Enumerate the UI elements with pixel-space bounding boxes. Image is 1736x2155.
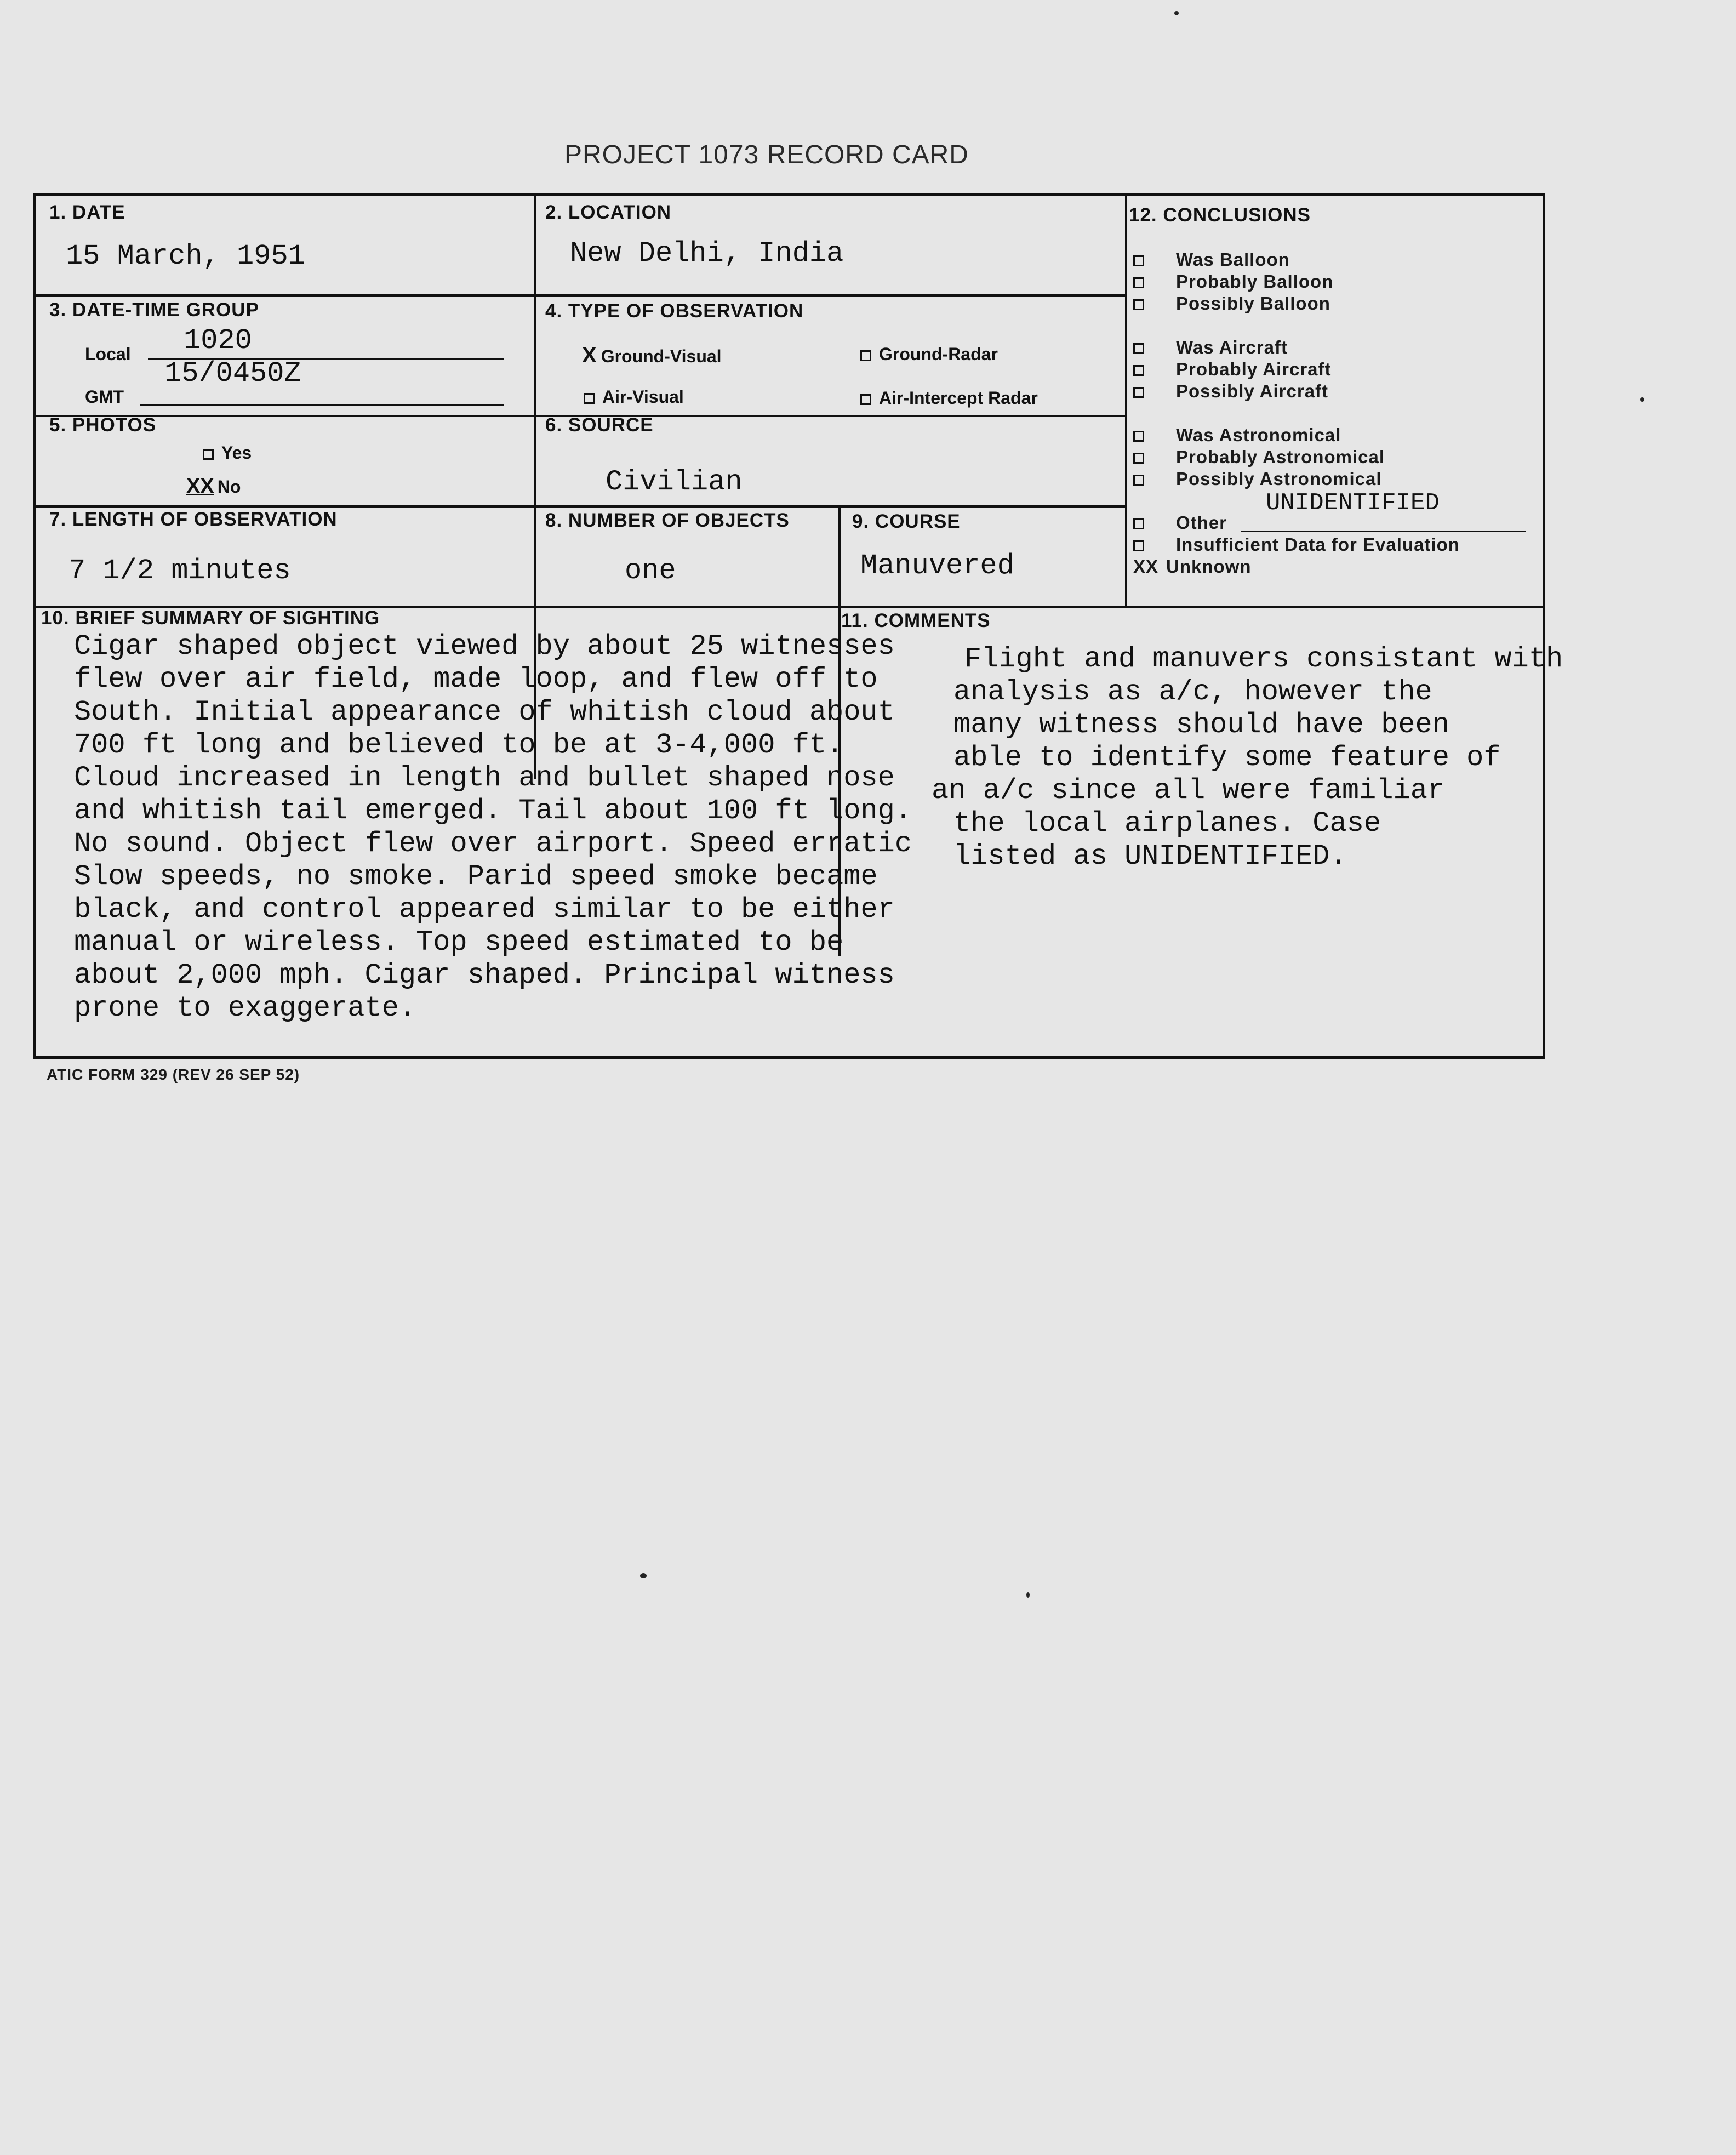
conclusion-label: Possibly Aircraft: [1176, 381, 1329, 401]
checkbox-icon: [1133, 277, 1144, 288]
local-label: Local: [85, 344, 131, 364]
conclusion-label: Other: [1176, 512, 1227, 533]
conclusion-option[interactable]: [1133, 425, 1341, 446]
ground-visual-option[interactable]: [582, 343, 722, 368]
speck: [1026, 1592, 1030, 1598]
summary-label: 10. BRIEF SUMMARY OF SIGHTING: [41, 607, 380, 629]
air-visual-text: Air-Visual: [602, 387, 684, 407]
conclusion-label: Was Balloon: [1176, 249, 1290, 270]
comments-line: the local airplanes. Case: [953, 807, 1381, 840]
checkbox-icon: [1133, 431, 1144, 442]
date-label: 1. DATE: [49, 202, 125, 223]
divider-conclusions: [1125, 196, 1127, 607]
comments-line: Flight and manuvers consistant with: [964, 643, 1563, 675]
checkbox-icon: [860, 394, 871, 405]
photos-yes-option[interactable]: [203, 443, 252, 463]
speck: [1640, 397, 1644, 402]
conclusion-label: Was Aircraft: [1176, 337, 1288, 357]
conclusion-label: Probably Astronomical: [1176, 447, 1385, 467]
speck: [1174, 11, 1179, 15]
speck: [640, 1573, 647, 1578]
checkbox-icon: [1133, 343, 1144, 354]
ground-radar-text: Ground-Radar: [879, 344, 998, 364]
air-intercept-text: Air-Intercept Radar: [879, 388, 1038, 408]
location-value: New Delhi, India: [570, 237, 844, 270]
number-value: one: [625, 555, 676, 587]
length-label: 7. LENGTH OF OBSERVATION: [49, 509, 338, 530]
conclusion-option[interactable]: [1133, 534, 1460, 555]
conclusion-option[interactable]: [1133, 359, 1332, 380]
conclusion-option[interactable]: [1133, 293, 1330, 314]
conclusions-label: 12. CONCLUSIONS: [1129, 204, 1311, 226]
number-label: 8. NUMBER OF OBJECTS: [545, 510, 790, 531]
checkbox-icon: [860, 350, 871, 361]
air-visual-option[interactable]: [584, 387, 684, 407]
summary-line: Cigar shaped object viewed by about 25 witnesses: [74, 630, 895, 663]
summary-line: manual or wireless. Top speed estimated to be: [74, 926, 844, 959]
checkbox-icon: [1133, 540, 1144, 551]
divider-row1: [36, 294, 1126, 297]
ground-radar-option[interactable]: [860, 344, 998, 364]
checkbox-icon: [203, 449, 214, 460]
checkbox-icon: [1133, 475, 1144, 486]
source-label: 6. SOURCE: [545, 414, 654, 436]
source-value: Civilian: [606, 466, 743, 498]
checkbox-icon: [1133, 518, 1144, 529]
comments-line: many witness should have been: [953, 709, 1449, 741]
summary-line: black, and control appeared similar to be either: [74, 893, 895, 926]
conclusion-option[interactable]: [1133, 271, 1333, 292]
photos-no-option[interactable]: [186, 475, 241, 498]
summary-line: prone to exaggerate.: [74, 992, 416, 1024]
conclusion-option[interactable]: [1133, 249, 1290, 270]
checkbox-icon: [1133, 299, 1144, 310]
comments-line: listed as UNIDENTIFIED.: [953, 840, 1347, 873]
conclusion-label: Possibly Balloon: [1176, 293, 1330, 313]
gmt-value: 15/0450Z: [164, 357, 301, 390]
other-value: UNIDENTIFIED: [1266, 489, 1440, 517]
ground-visual-text: Ground-Visual: [601, 346, 722, 366]
checked-mark-icon: XX: [186, 475, 214, 498]
conclusion-option[interactable]: [1133, 381, 1328, 402]
conclusion-option[interactable]: [1133, 556, 1252, 577]
air-intercept-option[interactable]: [860, 388, 1038, 408]
divider-row3: [36, 505, 1126, 508]
comments-line: able to identify some feature of: [953, 742, 1501, 774]
gmt-underline: [140, 404, 504, 406]
summary-line: about 2,000 mph. Cigar shaped. Principal witness: [74, 959, 895, 991]
course-label: 9. COURSE: [852, 511, 961, 532]
dtg-label: 3. DATE-TIME GROUP: [49, 299, 259, 321]
comments-line: an a/c since all were familiar: [932, 774, 1445, 807]
conclusion-option[interactable]: [1133, 469, 1382, 489]
checkbox-icon: [1133, 453, 1144, 464]
photos-no-text: No: [217, 477, 241, 497]
conclusion-label: Possibly Astronomical: [1176, 469, 1382, 489]
conclusion-option[interactable]: [1133, 447, 1385, 468]
checkbox-icon: [1133, 255, 1144, 266]
course-value: Manuvered: [860, 550, 1014, 582]
summary-line: Cloud increased in length and bullet shaped nose: [74, 762, 895, 794]
conclusion-option[interactable]: [1133, 512, 1227, 533]
photos-yes-text: Yes: [221, 443, 252, 463]
summary-line: 700 ft long and believed to be at 3-4,000 ft.: [74, 729, 844, 761]
comments-line: analysis as a/c, however the: [953, 676, 1432, 708]
checked-mark-icon: X: [582, 343, 597, 367]
checkbox-icon: [1133, 365, 1144, 376]
conclusion-option[interactable]: [1133, 337, 1288, 358]
conclusion-label: Unknown: [1166, 556, 1252, 577]
gmt-label: GMT: [85, 387, 124, 407]
length-value: 7 1/2 minutes: [68, 555, 291, 587]
conclusion-label: Probably Aircraft: [1176, 359, 1332, 379]
conclusion-label: Was Astronomical: [1176, 425, 1341, 445]
checked-mark-icon: XX: [1133, 556, 1159, 577]
summary-line: No sound. Object flew over airport. Speed erratic: [74, 828, 912, 860]
type-label: 4. TYPE OF OBSERVATION: [545, 300, 804, 322]
summary-line: flew over air field, made loop, and flew off to: [74, 663, 878, 695]
summary-line: South. Initial appearance of whitish cloud about: [74, 696, 895, 728]
conclusion-label: Probably Balloon: [1176, 271, 1334, 292]
comments-label: 11. COMMENTS: [841, 610, 991, 631]
date-value: 15 March, 1951: [66, 240, 305, 272]
summary-line: and whitish tail emerged. Tail about 100 ft long.: [74, 795, 912, 827]
photos-label: 5. PHOTOS: [49, 414, 157, 436]
card-title: PROJECT 1073 RECORD CARD: [564, 140, 969, 169]
form-number: ATIC FORM 329 (REV 26 SEP 52): [47, 1066, 300, 1083]
summary-line: Slow speeds, no smoke. Parid speed smoke became: [74, 860, 878, 893]
checkbox-icon: [584, 393, 595, 404]
local-value: 1020: [184, 324, 252, 357]
location-label: 2. LOCATION: [545, 202, 672, 223]
conclusion-label: Insufficient Data for Evaluation: [1176, 534, 1460, 555]
checkbox-icon: [1133, 387, 1144, 398]
other-underline: [1241, 531, 1526, 532]
